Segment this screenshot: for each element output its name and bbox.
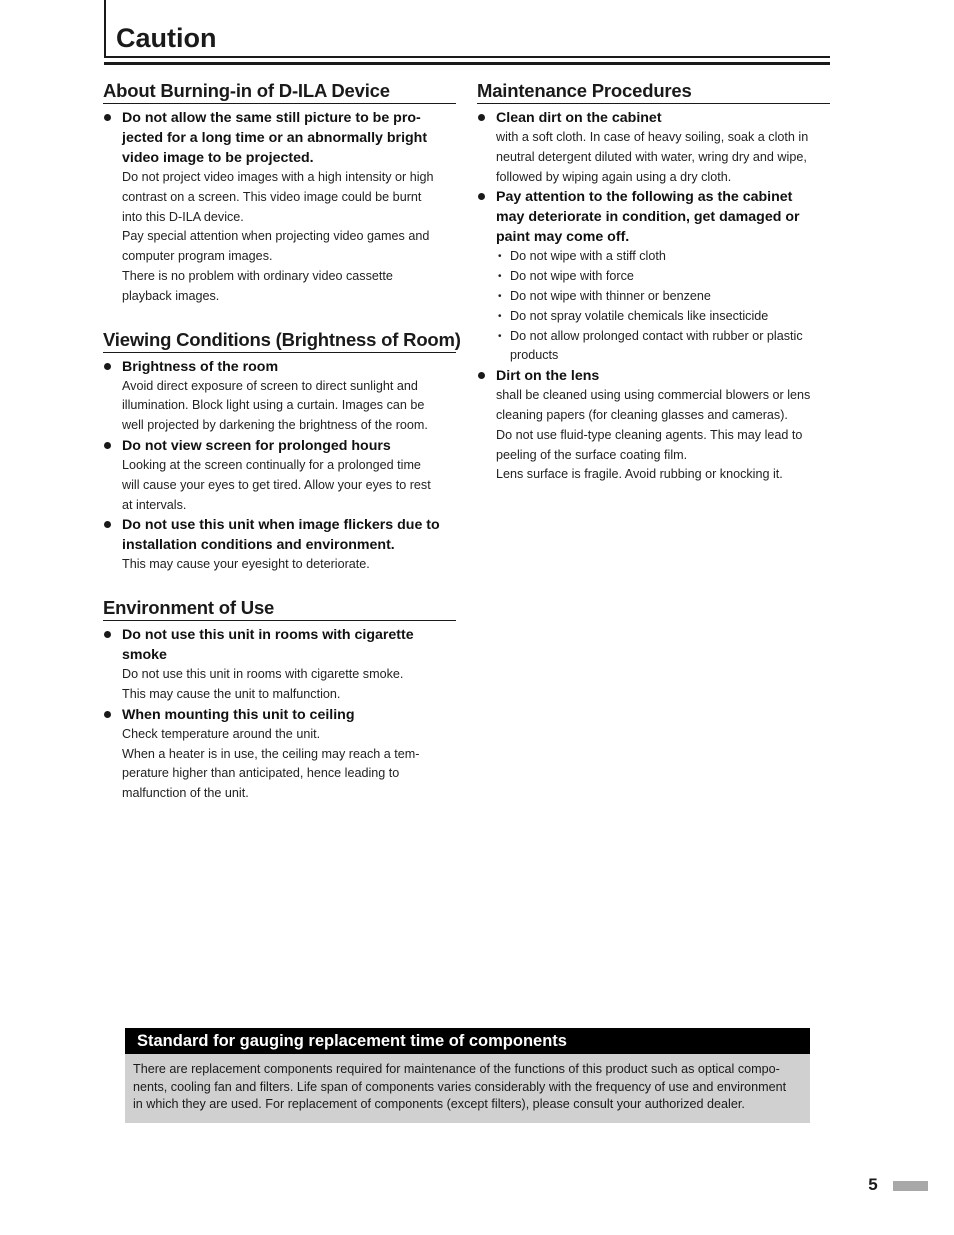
section-heading: Viewing Conditions (Brightness of Room) <box>103 329 456 353</box>
item-body-line: peeling of the surface coating film. <box>496 447 688 462</box>
section-heading: About Burning-in of D-ILA Device <box>103 80 456 104</box>
small-bullet-icon: • <box>498 251 502 263</box>
section <box>477 80 830 485</box>
item-body <box>122 665 456 705</box>
small-bullet-icon: • <box>498 290 502 302</box>
left-column <box>103 80 461 826</box>
item-body-line: computer program images. <box>122 249 273 264</box>
item-title <box>496 108 830 128</box>
small-bullet-icon: • <box>498 310 502 322</box>
item-body-line: at intervals. <box>122 497 187 512</box>
sub-item-line: Do not spray volatile chemicals like insecticide <box>510 308 769 323</box>
section <box>103 597 456 804</box>
caution-item <box>103 357 456 436</box>
item-body-line: There is no problem with ordinary video cassette <box>122 268 393 283</box>
small-bullet-icon: • <box>498 271 502 283</box>
item-body-line: Pay special attention when projecting video games and <box>122 229 430 244</box>
title-rule-thin <box>104 56 830 58</box>
caution-item <box>103 705 456 804</box>
section-heading: Maintenance Procedures <box>477 80 830 104</box>
small-bullet-icon: • <box>498 330 502 342</box>
item-title <box>122 436 456 456</box>
notice-body-line: in which they are used. For replacement of components (except filters), please consult your authorized dealer. <box>133 1097 745 1111</box>
bullet-dot-icon <box>104 442 111 449</box>
item-body <box>496 128 830 187</box>
item-body-line: Do not use this unit in rooms with cigarette smoke. <box>122 667 404 682</box>
item-title <box>496 366 830 386</box>
notice-heading: Standard for gauging replacement time of components <box>125 1028 810 1054</box>
item-title-line: Do not allow the same still picture to be pro- <box>122 110 421 126</box>
page-number: 5 <box>868 1175 878 1194</box>
item-title <box>122 108 456 168</box>
item-body-line: with a soft cloth. In case of heavy soiling, soak a cloth in <box>496 130 809 144</box>
item-title-line: Pay attention to the following as the cabinet <box>496 189 793 206</box>
sub-list-item <box>496 307 830 327</box>
item-body-line: contrast on a screen. This video image could be burnt <box>122 189 422 204</box>
bullet-dot-icon <box>478 193 485 200</box>
caution-item <box>103 515 456 575</box>
caution-item <box>103 108 456 307</box>
item-body-line: Looking at the screen continually for a prolonged time <box>122 457 421 472</box>
item-body-line: illumination. Block light using a curtain. Images can be <box>122 398 425 413</box>
caution-item <box>477 187 830 366</box>
title-bar <box>104 0 832 58</box>
item-body <box>122 168 456 307</box>
item-title <box>122 705 456 725</box>
item-title-line: Brightness of the room <box>122 358 279 375</box>
sub-item-line: Do not wipe with force <box>510 269 634 284</box>
page-tab-marker <box>893 1181 928 1191</box>
item-body-line: perature higher than anticipated, hence leading to <box>122 766 400 781</box>
section <box>103 80 456 307</box>
item-title <box>496 187 830 247</box>
item-title <box>122 357 456 377</box>
item-body-line: Check temperature around the unit. <box>122 726 321 741</box>
bullet-dot-icon <box>104 631 111 638</box>
item-body-line: well projected by darkening the brightness of the room. <box>122 418 428 433</box>
replacement-notice-box <box>125 1028 810 1123</box>
notice-body-line: nents, cooling fan and filters. Life span of components varies considerably with the frequency of use and environment <box>133 1079 787 1094</box>
item-body <box>122 377 456 436</box>
item-body-line: Avoid direct exposure of screen to direct sunlight and <box>122 378 418 393</box>
sub-item-line: Do not wipe with a stiff cloth <box>510 249 666 264</box>
item-body-line: neutral detergent diluted with water, wring dry and wipe, <box>496 149 807 164</box>
item-body-line: will cause your eyes to get tired. Allow your eyes to rest <box>122 477 431 492</box>
bullet-dot-icon <box>104 521 111 528</box>
item-title-line: Do not use this unit when image flickers due to <box>122 517 440 534</box>
bullet-dot-icon <box>478 114 485 121</box>
item-body-line: followed by wiping again using a dry cloth. <box>496 169 732 184</box>
item-body <box>122 555 456 575</box>
bullet-dot-icon <box>478 372 485 379</box>
caution-item <box>103 436 456 515</box>
item-title <box>122 515 456 555</box>
item-body-line: When a heater is in use, the ceiling may reach a tem- <box>122 746 420 761</box>
item-body <box>122 725 456 804</box>
item-title-line: Do not use this unit in rooms with cigarette <box>122 627 414 644</box>
item-body-line: cleaning papers (for cleaning glasses and cameras). <box>496 407 788 422</box>
item-body-line: This may cause the unit to malfunction. <box>122 686 341 701</box>
item-title-line: smoke <box>122 647 167 664</box>
caution-item <box>477 108 830 187</box>
item-body-line: shall be cleaned using using commercial blowers or lens <box>496 388 811 403</box>
item-title-line: Clean dirt on the cabinet <box>496 110 662 126</box>
bullet-dot-icon <box>104 114 111 121</box>
item-title-line: jected for a long time or an abnormally bright <box>122 130 428 146</box>
sub-list-item <box>496 247 830 267</box>
right-column <box>477 80 830 507</box>
sub-list-item <box>496 287 830 307</box>
bullet-dot-icon <box>104 363 111 370</box>
item-title <box>122 625 456 665</box>
item-body-line: into this D-ILA device. <box>122 209 244 224</box>
item-body-line: Lens surface is fragile. Avoid rubbing or knocking it. <box>496 467 783 482</box>
caution-item <box>477 366 830 485</box>
item-body <box>496 386 830 485</box>
item-body-line: Do not use fluid-type cleaning agents. This may lead to <box>496 427 803 442</box>
sub-list-item <box>496 327 830 367</box>
item-body-line: playback images. <box>122 288 220 303</box>
item-title-line: may deteriorate in condition, get damaged or <box>496 209 800 226</box>
item-title-line: video image to be projected. <box>122 150 314 166</box>
sub-item-line: products <box>510 348 559 363</box>
item-title-line: When mounting this unit to ceiling <box>122 706 355 723</box>
sub-list-item <box>496 267 830 287</box>
sub-item-line: Do not allow prolonged contact with rubber or plastic <box>510 328 803 343</box>
item-title-line: Dirt on the lens <box>496 368 600 385</box>
section-heading: Environment of Use <box>103 597 456 621</box>
notice-body <box>125 1054 810 1114</box>
notice-body-line: There are replacement components required for maintenance of the functions of this product such as optical compo- <box>133 1062 780 1076</box>
item-title-line: paint may come off. <box>496 229 630 246</box>
item-title-line: Do not view screen for prolonged hours <box>122 437 391 454</box>
item-body-line: This may cause your eyesight to deteriorate. <box>122 557 370 572</box>
item-body <box>122 456 456 515</box>
page-title: Caution <box>116 23 217 53</box>
sub-list <box>496 247 830 366</box>
item-body-line: malfunction of the unit. <box>122 786 249 801</box>
title-rule-thick <box>104 62 830 65</box>
caution-item <box>103 625 456 705</box>
item-title-line: installation conditions and environment. <box>122 537 395 554</box>
bullet-dot-icon <box>104 711 111 718</box>
section <box>103 328 461 576</box>
sub-item-line: Do not wipe with thinner or benzene <box>510 288 711 303</box>
item-body-line: Do not project video images with a high intensity or high <box>122 170 434 184</box>
